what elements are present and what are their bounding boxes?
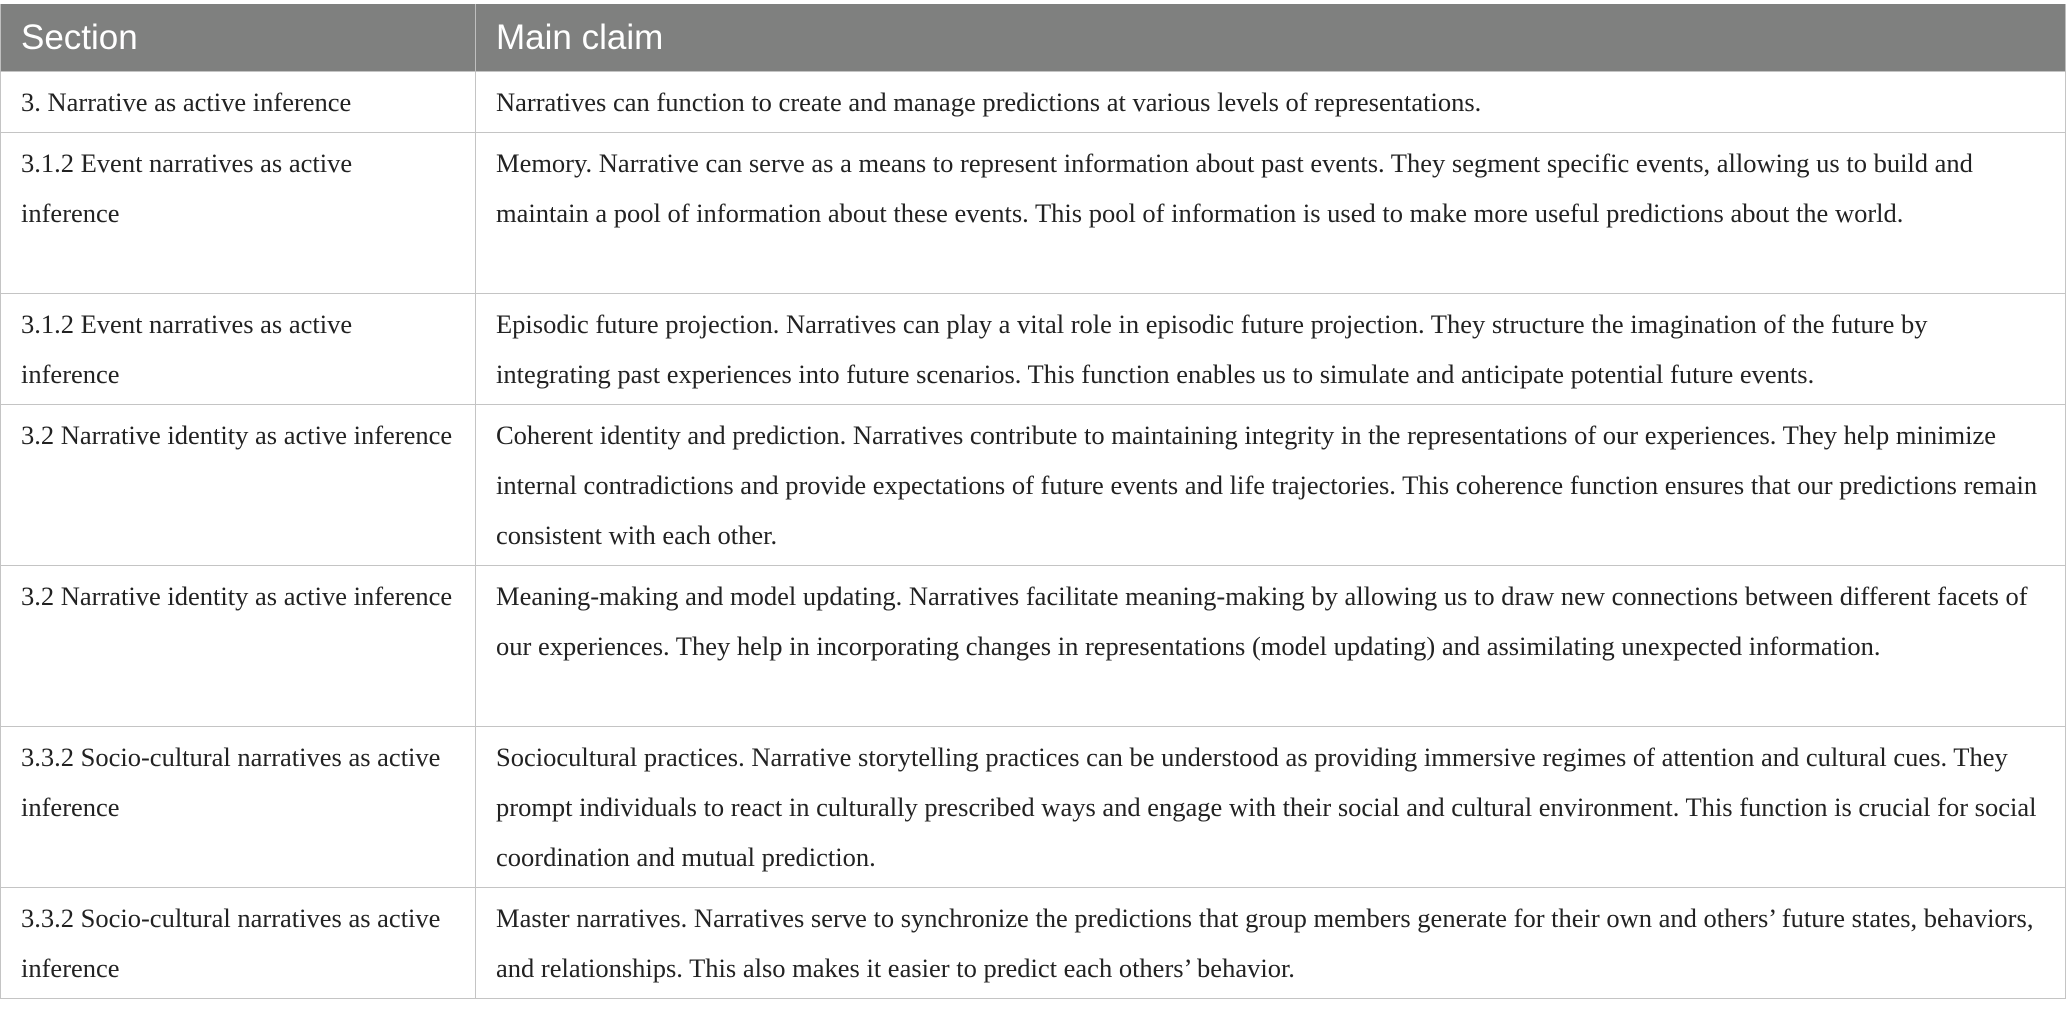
section-cell: 3.1.2 Event narratives as active inference [1, 294, 476, 405]
claim-cell: Sociocultural practices. Narrative storytelling practices can be understood as providing immersive regimes of attention and cultural cues. They prompt individuals to react in culturally prescribed ways and engage with their social and cultural environment. This function is crucial for social coordination and mutual prediction. [476, 727, 2066, 888]
claim-cell: Episodic future projection. Narratives can play a vital role in episodic future projection. They structure the imagination of the future by integrating past experiences into future scenarios. This function enables us to simulate and anticipate potential future events. [476, 294, 2066, 405]
section-cell: 3.1.2 Event narratives as active inference [1, 133, 476, 294]
section-cell: 3.2 Narrative identity as active inference [1, 566, 476, 727]
claims-table-container [0, 4, 2065, 999]
column-header-section: Section [1, 4, 476, 72]
section-cell: 3.3.2 Socio-cultural narratives as active inference [1, 727, 476, 888]
section-cell: 3.2 Narrative identity as active inference [1, 405, 476, 566]
table-row [1, 888, 2066, 999]
claim-cell: Coherent identity and prediction. Narratives contribute to maintaining integrity in the representations of our experiences. They help minimize internal contradictions and provide expectations of future events and life trajectories. This coherence function ensures that our predictions remain consistent with each other. [476, 405, 2066, 566]
table-body [1, 72, 2066, 999]
claim-cell: Narratives can function to create and manage predictions at various levels of representations. [476, 72, 2066, 133]
claim-cell: Master narratives. Narratives serve to synchronize the predictions that group members generate for their own and others’ future states, behaviors, and relationships. This also makes it easier to predict each others’ behavior. [476, 888, 2066, 999]
claim-cell: Meaning-making and model updating. Narratives facilitate meaning-making by allowing us to draw new connections between different facets of our experiences. They help in incorporating changes in representations (model updating) and assimilating unexpected information. [476, 566, 2066, 727]
section-cell: 3. Narrative as active inference [1, 72, 476, 133]
table-header [1, 4, 2066, 72]
section-cell: 3.3.2 Socio-cultural narratives as active inference [1, 888, 476, 999]
table-row [1, 566, 2066, 727]
header-row [1, 4, 2066, 72]
table-row [1, 405, 2066, 566]
column-header-main-claim: Main claim [476, 4, 2066, 72]
claim-cell: Memory. Narrative can serve as a means to represent information about past events. They segment specific events, allowing us to build and maintain a pool of information about these events. This pool of information is used to make more useful predictions about the world. [476, 133, 2066, 294]
table-row [1, 72, 2066, 133]
table-row [1, 727, 2066, 888]
table-row [1, 294, 2066, 405]
table-row [1, 133, 2066, 294]
claims-table [0, 4, 2066, 999]
